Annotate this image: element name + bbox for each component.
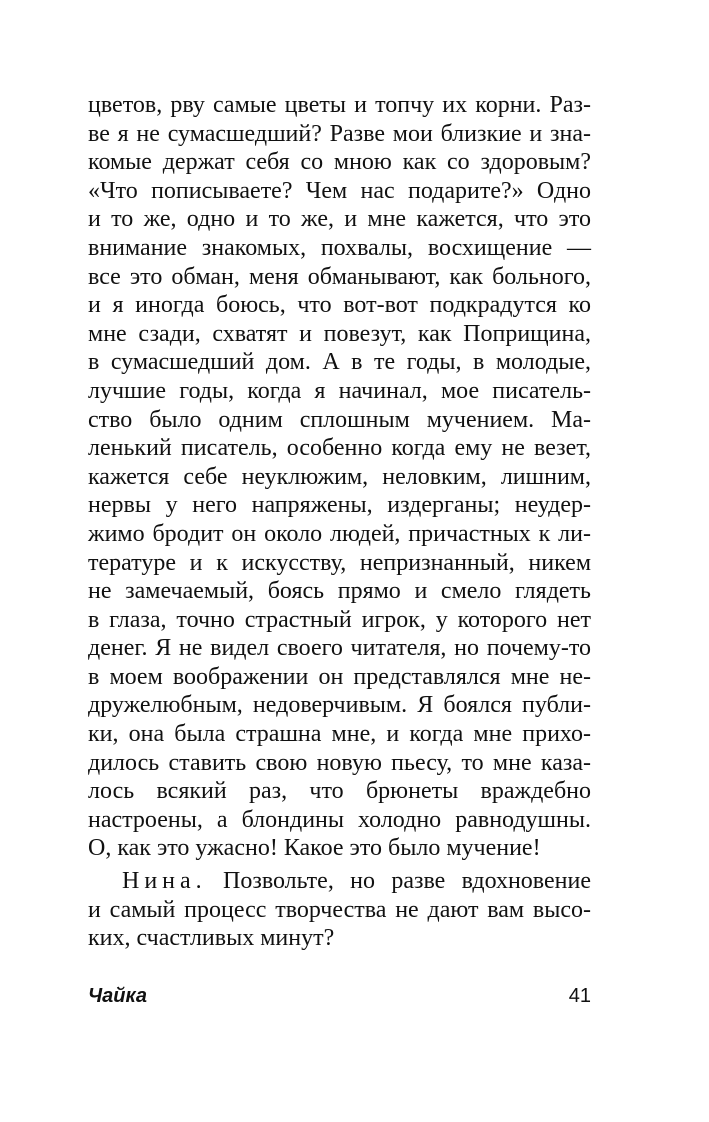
text-line: ки, она была страшна мне, и когда мне прихо-	[88, 721, 591, 748]
text-line: все это обман, меня обманывают, как больного,	[88, 263, 591, 290]
text-line: лось всякий раз, что брюнеты враждебно	[88, 778, 591, 805]
text-line: дружелюбным, недоверчивым. Я боялся публи-	[88, 692, 591, 719]
text-line: в моем воображении он представлялся мне не-	[88, 663, 591, 690]
text-line: ленький писатель, особенно когда ему не везет,	[88, 435, 591, 462]
text-line: дилось ставить свою новую пьесу, то мне каза-	[88, 749, 591, 776]
text-line: лучшие годы, когда я начинал, мое писатель-	[88, 377, 591, 404]
paragraph	[88, 867, 591, 953]
text-line: ких, счастливых минут?	[88, 925, 335, 952]
text-line: в глаза, точно страстный игрок, у которого нет	[88, 606, 591, 633]
speaker-name: Нина.	[122, 868, 207, 895]
main-text	[88, 91, 591, 953]
text-line: цветов, рву самые цветы и топчу их корни. Раз-	[88, 92, 591, 118]
text-line: и я иногда боюсь, что вот-вот подкрадутся ко	[88, 292, 591, 319]
text-line	[88, 867, 591, 896]
text-line: тературе и к искусству, непризнанный, никем	[88, 549, 591, 576]
text-line: мне сзади, схватят и повезут, как Поприщина,	[88, 320, 591, 347]
text-line: денег. Я не видел своего читателя, но почему-то	[88, 635, 591, 662]
text-line: и самый процесс творчества не дают вам высо-	[88, 896, 591, 923]
text-line: и то же, одно и то же, и мне кажется, что это	[88, 206, 591, 233]
paragraph	[88, 91, 591, 863]
text-line: «Что пописываете? Чем нас подарите?» Одно	[88, 177, 591, 204]
text-line: комые держат себя со мною как со здоровым?	[88, 149, 591, 176]
text-line: О, как это ужасно! Какое это было мучение!	[88, 835, 541, 862]
text-line: жимо бродит он около людей, причастных к ли-	[88, 520, 591, 547]
text-line: в сумасшедший дом. А в те годы, в молодые,	[88, 349, 591, 376]
text-line: нервы у него напряжены, издерганы; неудер-	[88, 492, 591, 519]
running-footer-title: Чайка	[88, 985, 148, 1007]
text-line: не замечаемый, боясь прямо и смело глядеть	[88, 578, 591, 605]
text-line: настроены, а блондины холодно равнодушны.	[88, 806, 591, 833]
page-number: 41	[568, 985, 591, 1007]
text-line: внимание знакомых, похвалы, восхищение —	[88, 234, 591, 261]
text-line: ство было одним сплошным мучением. Ма-	[88, 406, 591, 433]
text-line: ве я не сумасшедший? Разве мои близкие и зна-	[88, 120, 591, 147]
text-line: кажется себе неуклюжим, неловким, лишним,	[88, 463, 591, 490]
speech-text: Позвольте, но разве вдохновение	[206, 868, 591, 895]
